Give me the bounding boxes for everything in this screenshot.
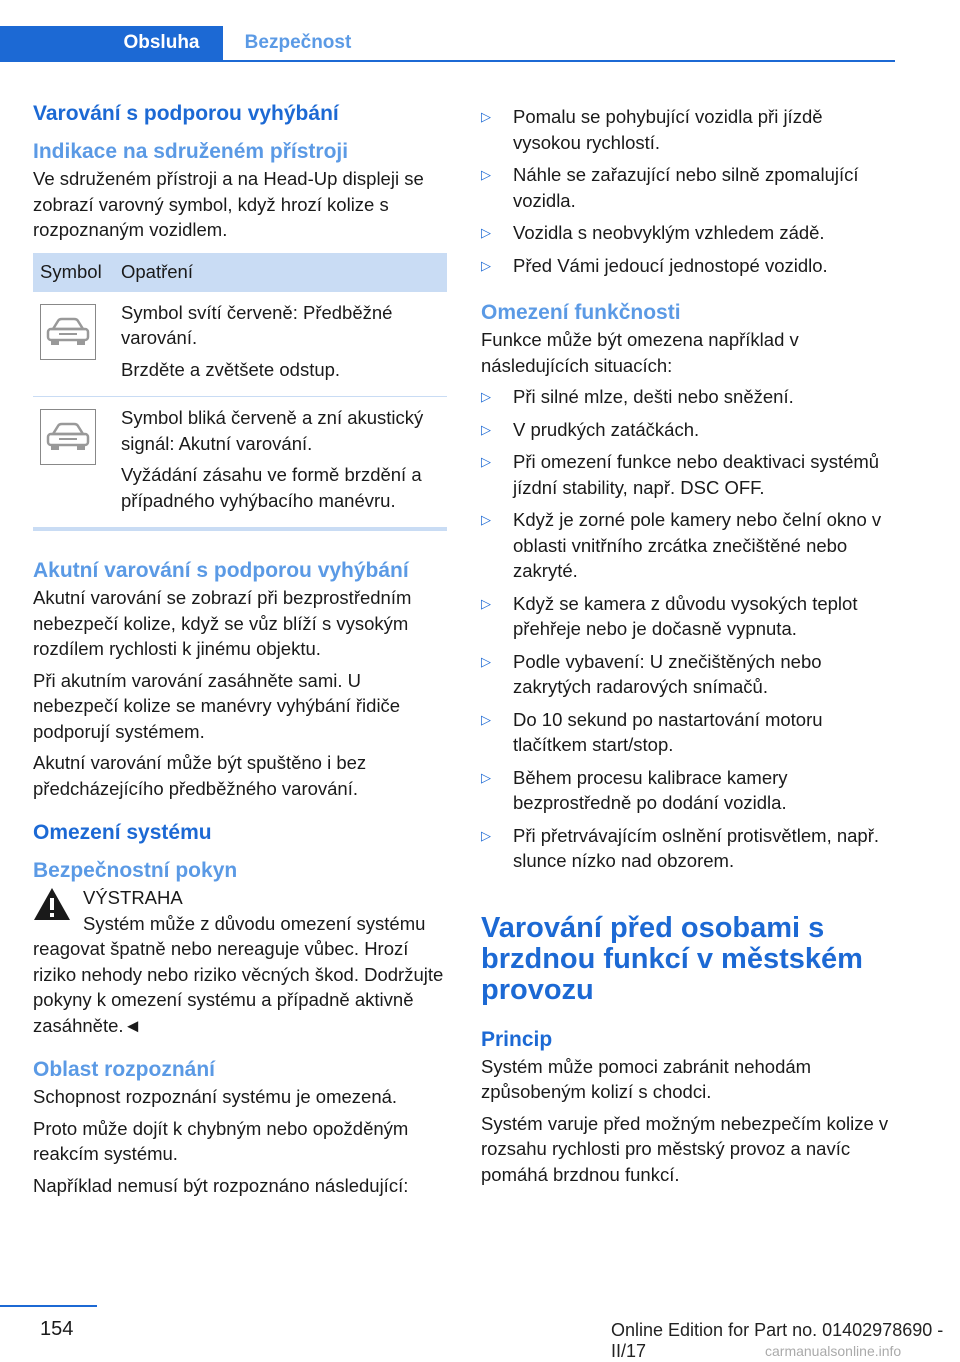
table-header (33, 253, 447, 292)
acute-paragraph-1: Akutní varování se zobrazí při bezprostředním nebezpečí kolize, když se vůz blíží s vysokým rozdílem rychlosti k jinému objektu. (33, 587, 412, 659)
range-heading: Oblast rozpoznání (33, 1058, 216, 1081)
range-paragraph-2: Proto může dojít k chybným nebo opožděným reakcím systému. (33, 1117, 409, 1164)
tab-obsluha-label: Obsluha (123, 32, 200, 53)
table-row (33, 292, 447, 398)
row1-text: Symbol svítí červeně: Předběžné varování. (121, 301, 393, 348)
list-item (481, 765, 895, 816)
pedestrian-warning-heading: Varování před osobami s brzdnou funkcí v městském provozu (481, 911, 863, 1006)
list-item-text: Podle vybavení: U znečištěných nebo zakrytých radarových snímačů. (513, 650, 822, 697)
list-item (481, 253, 895, 279)
list-item (481, 104, 895, 155)
action-cell (121, 405, 447, 519)
triangle-right-icon: ▷ (481, 389, 491, 404)
triangle-right-icon: ▷ (481, 109, 491, 124)
function-limits-paragraph: Funkce může být omezena například v následujících situacích: (481, 329, 799, 376)
list-item (481, 507, 895, 584)
row2-instruction: Vyžádání zásahu ve formě brzdění a případného vyhýbacího manévru. (121, 464, 422, 511)
list-item-text: Při omezení funkce nebo deaktivaci systémů jízdní stability, např. DSC OFF. (513, 451, 880, 498)
limits-heading: Omezení systému (33, 821, 212, 844)
symbol-table (33, 253, 447, 532)
acute-paragraph-3: Akutní varování může být spuštěno i bez předcházejícího předběžného varování. (33, 752, 367, 799)
car-front-icon (40, 409, 96, 465)
left-column (33, 100, 447, 1204)
list-item-text: Náhle se zařazující nebo silně zpomalující vozidla. (513, 164, 859, 211)
tab-obsluha[interactable] (0, 26, 223, 60)
triangle-right-icon: ▷ (481, 225, 491, 240)
list-item-text: Když je zorné pole kamery nebo čelní okno v oblasti vnitřního zrcátka znečištěné nebo zakryté. (513, 509, 882, 581)
table-row (33, 397, 447, 531)
function-limits-list (481, 384, 895, 874)
page-number-rule (0, 1305, 97, 1307)
triangle-right-icon: ▷ (481, 512, 491, 527)
right-column (481, 104, 895, 1193)
triangle-right-icon: ▷ (481, 167, 491, 182)
section-heading: Varování s podporou vyhýbání (33, 102, 339, 125)
list-item-text: Při přetrvávajícím oslnění protisvětlem, např. slunce nízko nad obzorem. (513, 824, 880, 871)
chapter-tabs (0, 26, 895, 62)
row1-instruction: Brzděte a zvětšete odstup. (121, 358, 341, 380)
function-limits-heading: Omezení funkčnosti (481, 301, 681, 324)
list-item (481, 162, 895, 213)
list-item-text: Během procesu kalibrace kamery bezprostředně po dodání vozidla. (513, 766, 788, 813)
tab-bezpecnost[interactable]: Bezpečnost (244, 32, 352, 53)
warning-block (33, 885, 447, 1038)
safety-heading: Bezpečnostní pokyn (33, 859, 238, 882)
triangle-right-icon: ▷ (481, 454, 491, 469)
range-paragraph-3: Například nemusí být rozpoznáno následující: (33, 1174, 409, 1196)
page-number: 154 (40, 1318, 74, 1340)
acute-paragraph-2: Při akutním varování zasáhněte sami. U nebezpečí kolize se manévry vyhýbání řidiče podporují systémem. (33, 669, 401, 742)
list-item (481, 220, 895, 246)
warning-text: Systém může z důvodu omezení systému reagovat špatně nebo nereaguje vůbec. Hrozí riziko nehody nebo riziko věcných škod. Dodržujte pokyny k omezení systému a případně aktivně zasáhněte.◄ (33, 912, 444, 1036)
range-paragraph-1: Schopnost rozpoznání systému je omezená. (33, 1086, 398, 1107)
principle-paragraph-2: Systém varuje před možným nebezpečím kolize v rozsahu rychlosti pro městský provoz a navíc pomáhá brzdnou funkcí. (481, 1112, 889, 1185)
list-item (481, 823, 895, 874)
symbol-cell (33, 405, 121, 519)
list-item (481, 649, 895, 700)
list-item (481, 707, 895, 758)
list-item (481, 591, 895, 642)
detection-limits-list (481, 104, 895, 278)
col-symbol-header: Symbol (40, 261, 102, 282)
indication-paragraph: Ve sdruženém přístroji a na Head-Up displeji se zobrazí varovný symbol, když hrozí kolize s rozpoznaným vozidlem. (33, 168, 424, 240)
list-item-text: Pomalu se pohybující vozidla při jízdě vysokou rychlostí. (513, 106, 823, 153)
indication-heading: Indikace na sdruženém přístroji (33, 140, 349, 163)
list-item-text: Vozidla s neobvyklým vzhledem zádě. (513, 222, 825, 243)
symbol-cell (33, 300, 121, 389)
principle-paragraph-1: Systém může pomoci zabránit nehodám způsobeným kolizí s chodci. (481, 1055, 812, 1102)
list-item (481, 384, 895, 410)
triangle-right-icon: ▷ (481, 595, 491, 611)
row2-text: Symbol bliká červeně a zní akustický signál: Akutní varování. (121, 407, 424, 454)
triangle-right-icon: ▷ (481, 421, 491, 437)
watermark: carmanualsonline.info (765, 1343, 902, 1359)
warning-title: VÝSTRAHA (83, 887, 183, 908)
list-item-text: V prudkých zatáčkách. (513, 418, 700, 440)
triangle-right-icon: ▷ (481, 827, 491, 843)
warning-triangle-icon (33, 887, 71, 926)
triangle-right-icon: ▷ (481, 257, 491, 273)
triangle-right-icon: ▷ (481, 653, 491, 669)
action-cell (121, 300, 447, 389)
acute-heading: Akutní varování s podporou vyhýbání (33, 559, 409, 582)
triangle-right-icon: ▷ (481, 711, 491, 727)
edition-footer: Online Edition for Part no. 01402978690 - II/17 (611, 1320, 944, 1361)
principle-heading: Princip (481, 1027, 553, 1051)
triangle-right-icon: ▷ (481, 769, 491, 785)
list-item (481, 417, 895, 443)
car-front-icon (40, 304, 96, 360)
list-item-text: Při silné mlze, dešti nebo sněžení. (513, 386, 794, 407)
list-item-text: Před Vámi jedoucí jednostopé vozidlo. (513, 254, 828, 276)
list-item-text: Do 10 sekund po nastartování motoru tlačítkem start/stop. (513, 708, 823, 755)
list-item-text: Když se kamera z důvodu vysokých teplot přehřeje nebo je dočasně vypnuta. (513, 592, 858, 639)
col-action-header: Opatření (121, 261, 193, 282)
list-item (481, 449, 895, 500)
